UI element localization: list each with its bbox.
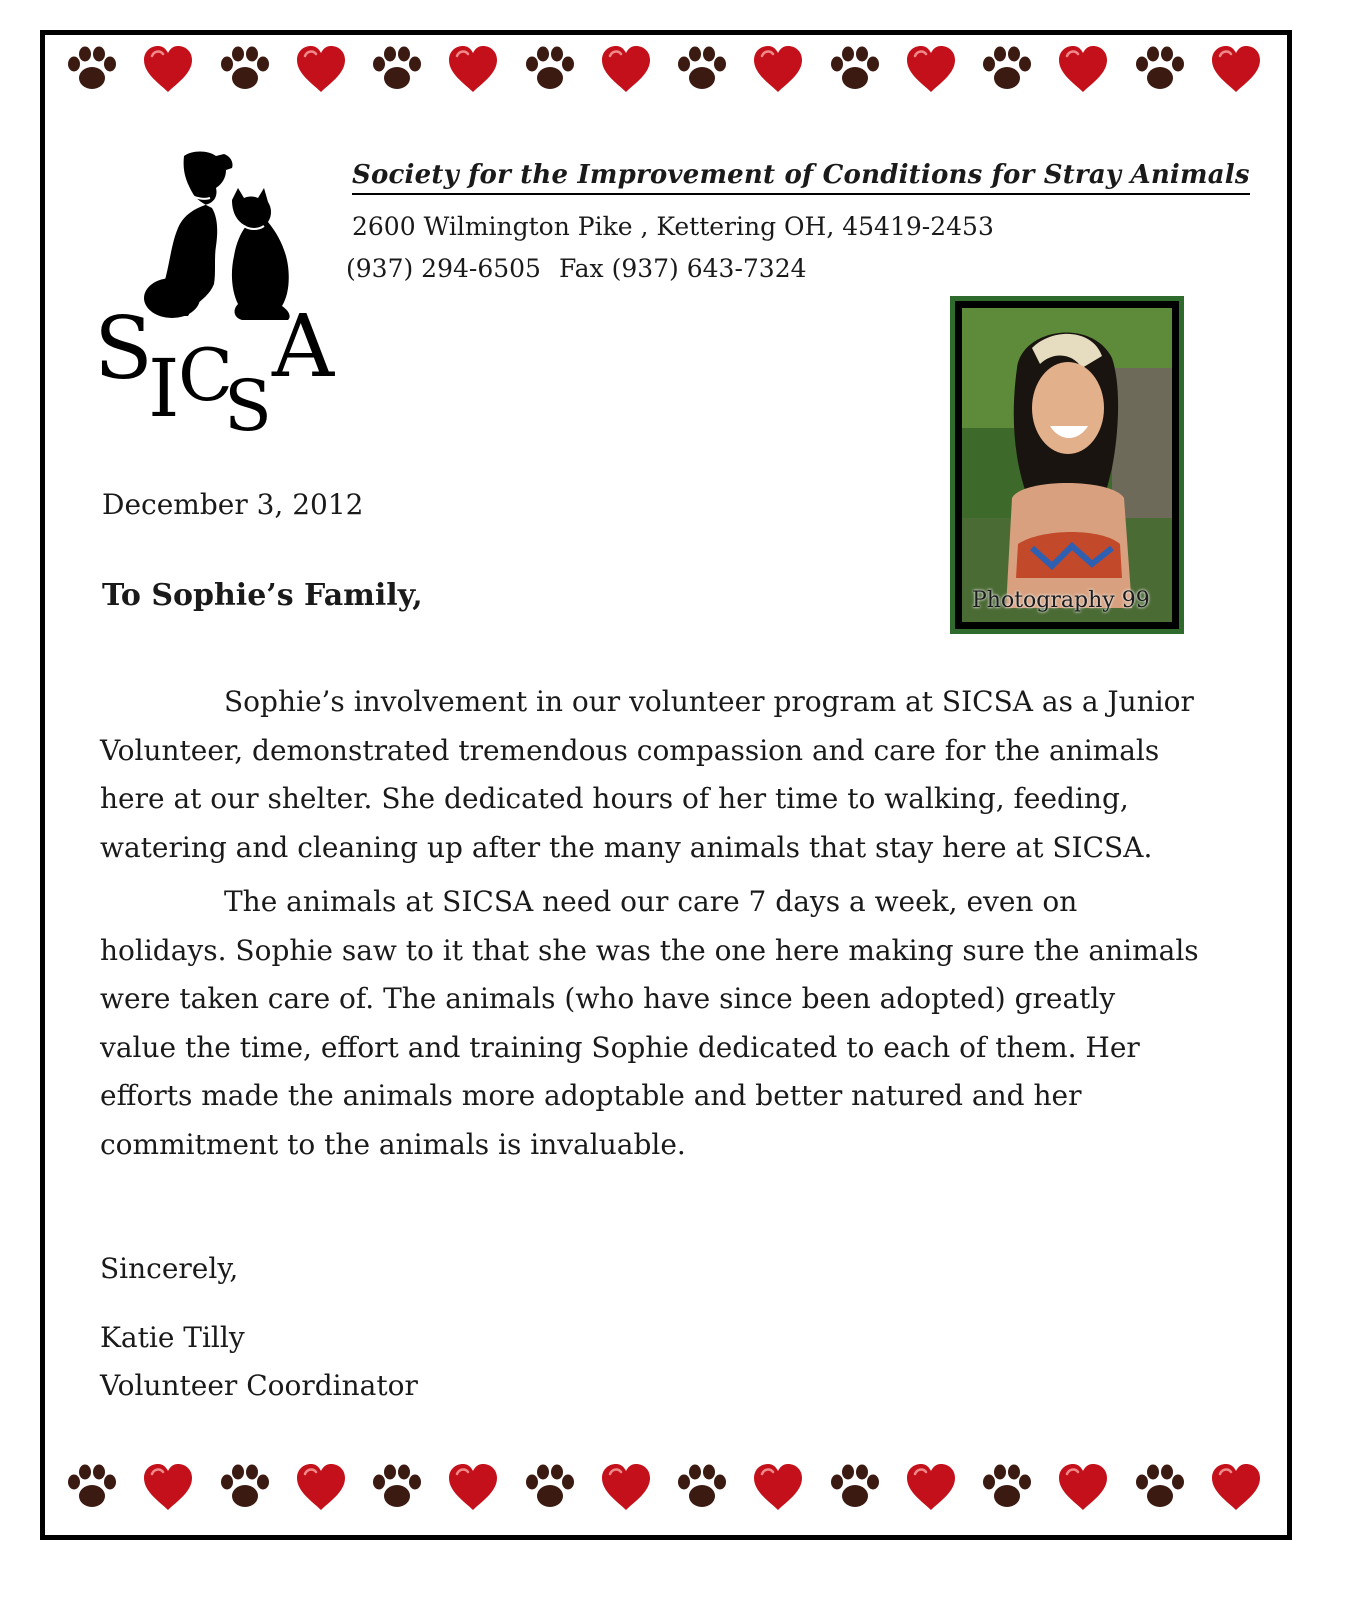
- heart-icon: [903, 44, 959, 96]
- signer-name: Katie Tilly: [100, 1321, 245, 1354]
- paw-icon: [979, 44, 1035, 96]
- paw-icon: [64, 44, 120, 96]
- heart-icon: [750, 44, 806, 96]
- heart-icon: [598, 1462, 654, 1514]
- heart-icon: [140, 1462, 196, 1514]
- svg-text:A: A: [272, 297, 335, 397]
- body-paragraph: The animals at SICSA need our care 7 days a week, even on holidays. Sophie saw to it that she was the one here making sure the animals were taken care of. The animals (who have since been adopted) greatly value the time, effort and training Sophie dedicated to each of them. Her efforts made the animals more adoptable and better natured and her commitment to the animals is invaluable.: [100, 885, 1199, 1161]
- heart-icon: [903, 1462, 959, 1514]
- paw-icon: [1132, 44, 1188, 96]
- paw-icon: [827, 1462, 883, 1514]
- letter-date: December 3, 2012: [102, 488, 364, 521]
- heart-icon: [140, 44, 196, 96]
- paw-icon: [64, 1462, 120, 1514]
- heart-icon: [598, 44, 654, 96]
- volunteer-portrait-image: [962, 308, 1172, 622]
- photo-credit: Photography 99: [972, 588, 1150, 613]
- paw-icon: [522, 1462, 578, 1514]
- svg-text:S: S: [224, 365, 272, 438]
- letter-salutation: To Sophie’s Family,: [102, 578, 423, 613]
- heart-icon: [1208, 44, 1264, 96]
- paw-icon: [369, 44, 425, 96]
- bottom-border: [64, 1460, 1264, 1516]
- paw-icon: [674, 1462, 730, 1514]
- paw-icon: [674, 44, 730, 96]
- body-paragraph: Sophie’s involvement in our volunteer program at SICSA as a Junior Volunteer, demonstrated tremendous compassion and care for the animals here at our shelter. She dedicated hours of her time to walking, feeding, watering and cleaning up after the many animals that stay here at SICSA.: [100, 685, 1194, 864]
- top-border: [64, 42, 1264, 98]
- dog-and-cat-silhouette-icon: [144, 152, 290, 321]
- svg-text:S: S: [94, 299, 153, 399]
- org-fax: Fax (937) 643-7324: [558, 254, 807, 283]
- org-phone: (937) 294-6505: [346, 254, 541, 283]
- org-contact: [346, 254, 807, 283]
- svg-text:I: I: [148, 342, 180, 435]
- heart-icon: [750, 1462, 806, 1514]
- volunteer-photo: [950, 296, 1184, 634]
- heart-icon: [293, 44, 349, 96]
- letter-closing: Sincerely,: [100, 1252, 239, 1285]
- heart-icon: [1055, 44, 1111, 96]
- heart-icon: [1208, 1462, 1264, 1514]
- paw-icon: [1132, 1462, 1188, 1514]
- paw-icon: [217, 1462, 273, 1514]
- paw-icon: [827, 44, 883, 96]
- sicsa-logo: [92, 148, 352, 438]
- svg-text:C: C: [178, 333, 234, 417]
- paw-icon: [369, 1462, 425, 1514]
- heart-icon: [445, 1462, 501, 1514]
- heart-icon: [445, 44, 501, 96]
- letter-body: [100, 678, 1200, 1169]
- paw-icon: [979, 1462, 1035, 1514]
- paw-icon: [217, 44, 273, 96]
- paw-icon: [522, 44, 578, 96]
- org-address: 2600 Wilmington Pike , Kettering OH, 45419-2453: [352, 212, 994, 241]
- signature-block: [100, 1314, 418, 1410]
- heart-icon: [1055, 1462, 1111, 1514]
- heart-icon: [293, 1462, 349, 1514]
- signer-title: Volunteer Coordinator: [100, 1369, 418, 1402]
- org-name: Society for the Improvement of Conditions for Stray Animals: [352, 160, 1250, 195]
